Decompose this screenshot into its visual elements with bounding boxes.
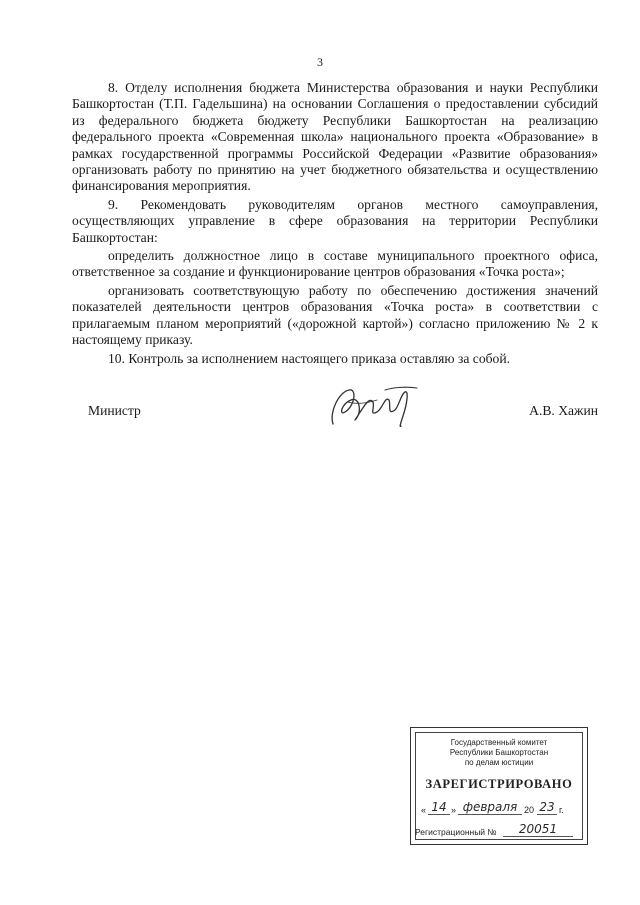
stamp-date-close-quote: »: [451, 805, 457, 815]
stamp-date-year-prefix: 20: [524, 805, 535, 815]
paragraph-10: 10. Контроль за исполнением настоящего приказа оставляю за собой.: [108, 350, 510, 366]
stamp-registration-number: 20051: [503, 822, 573, 837]
stamp-org-line: Республики Башкортостан: [449, 748, 549, 757]
registration-stamp: [410, 727, 588, 845]
stamp-date-month: февраля: [458, 800, 522, 815]
signer-name: А.В. Хажин: [529, 403, 598, 418]
stamp-org-line: Государственный комитет: [450, 738, 548, 747]
stamp-org-line: по делам юстиции: [464, 758, 534, 767]
stamp-date-line: [421, 802, 581, 818]
document-body: [72, 80, 598, 367]
paragraph-9-item-2: организовать соответствующую работу по обеспечению достижения значений показателей деятельности центров образования «Точка роста» в соответствии с прилагаемым планом мероприятий («дорожной картой») согласно приложению № 2 к настоящему приказу.: [72, 282, 598, 348]
stamp-date-day: 14: [428, 800, 450, 815]
stamp-date-year: 23: [537, 800, 557, 815]
stamp-organization: [416, 738, 582, 768]
paragraph-9-item-1: определить должностное лицо в составе муниципального проектного офиса, ответственное за создание и функционирование центров образования «Точка роста»;: [72, 248, 598, 280]
paragraph-8: 8. Отделу исполнения бюджета Министерства образования и науки Республики Башкортостан (Т.П. Гадельшина) на основании Соглашения о предоставлении субсидий из федерального бюджета бюджету Республики Башкортостан на реализацию федерального проекта «Современная школа» национального проекта «Образование» в рамках государственной программы Российской Федерации «Развитие образования» организовать работу по принятию на учет бюджетного обязательства и осуществлению финансирования мероприятия.: [72, 80, 598, 194]
stamp-date-suffix: г.: [559, 805, 564, 815]
stamp-registration-line: [415, 822, 581, 839]
page-number: 3: [317, 55, 323, 69]
stamp-title: ЗАРЕГИСТРИРОВАНО: [425, 777, 573, 791]
handwritten-signature: [325, 382, 425, 432]
position-title: Министр: [88, 403, 141, 418]
stamp-registration-label: Регистрационный №: [415, 827, 497, 837]
paragraph-9: 9. Рекомендовать руководителям органов местного самоуправления, осуществляющих управление в сфере образования на территории Республики Башкортостан:: [72, 196, 598, 245]
stamp-date-open-quote: «: [421, 805, 427, 815]
